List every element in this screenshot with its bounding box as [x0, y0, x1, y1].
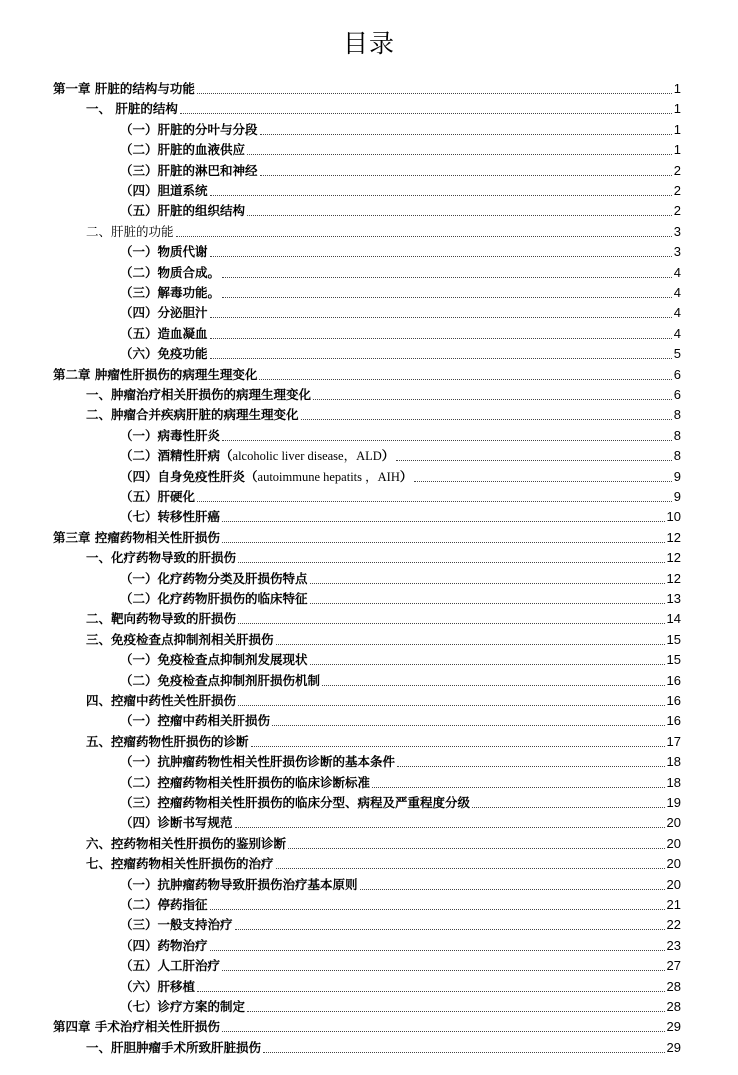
dot-leader [260, 133, 672, 135]
toc-entry-page-number: 5 [673, 346, 681, 362]
toc-entry-title: （一）肝脏的分叶与分段 [120, 121, 258, 137]
toc-entry[interactable] [86, 730, 681, 750]
toc-entry-title: （四）诊断书写规范 [120, 815, 233, 831]
toc-entry[interactable] [120, 240, 681, 260]
dot-leader [260, 174, 672, 176]
toc-entry-page-number: 28 [666, 978, 681, 994]
dot-leader [472, 806, 665, 808]
toc-entry-page-number: 1 [673, 81, 681, 96]
toc-entry-page-number: 1 [673, 121, 681, 137]
toc-entry-page-number: 12 [666, 550, 681, 566]
toc-entry[interactable] [120, 873, 681, 893]
dot-leader [288, 847, 665, 849]
toc-entry-title: （四）药物治疗 [120, 937, 208, 953]
toc-entry[interactable] [120, 322, 681, 342]
toc-entry-title: （一）化疗药物分类及肝损伤特点 [120, 570, 308, 586]
toc-entry-page-number: 3 [673, 244, 681, 260]
toc-entry-page-number: 18 [666, 774, 681, 790]
toc-entry-page-number: 12 [666, 570, 681, 586]
toc-entry-title: （三）解毒功能。 [120, 285, 221, 300]
toc-entry[interactable] [120, 199, 681, 219]
toc-entry-page-number: 8 [673, 407, 681, 423]
toc-entry[interactable] [86, 689, 681, 709]
toc-entry-page-number: 1 [673, 101, 681, 117]
dot-leader [276, 643, 665, 645]
dot-leader [263, 1051, 665, 1053]
toc-entry-title: （一）病毒性肝炎 [120, 427, 221, 443]
dot-leader [176, 235, 672, 237]
toc-entry-title: 第四章 手术治疗相关性肝损伤 [53, 1019, 220, 1035]
toc-entry-page-number: 6 [673, 387, 681, 402]
toc-entry[interactable] [120, 424, 681, 444]
toc-entry-page-number: 16 [666, 713, 681, 729]
toc-entry-title: （六）肝移植 [120, 978, 196, 994]
toc-entry-page-number: 4 [673, 285, 681, 300]
toc-entry[interactable] [120, 465, 681, 485]
dot-leader [414, 480, 671, 482]
dot-leader [197, 92, 672, 94]
toc-entry-title: （七）转移性肝癌 [120, 509, 221, 525]
toc-entry[interactable] [120, 771, 681, 791]
dot-leader [397, 765, 665, 767]
toc-entry[interactable] [120, 648, 681, 668]
dot-leader [210, 357, 672, 359]
dot-leader [222, 296, 672, 298]
toc-entry-title: （二）物质合成。 [120, 264, 221, 280]
toc-entry-page-number: 2 [673, 203, 681, 219]
toc-entry-title: 二、肝脏的功能 [86, 223, 174, 239]
toc-entry-page-number: 13 [666, 591, 681, 606]
toc-entry-page-number: 12 [666, 529, 681, 545]
toc-entry[interactable] [86, 607, 681, 627]
dot-leader [222, 1030, 665, 1032]
toc-entry-page-number: 17 [666, 733, 681, 749]
toc-entry[interactable] [86, 546, 681, 566]
toc-entry-page-number: 1 [673, 142, 681, 158]
toc-entry-title: （五）肝硬化 [120, 489, 196, 504]
toc-entry-page-number: 4 [673, 305, 681, 321]
toc-entry-page-number: 29 [666, 1039, 681, 1055]
toc-entry[interactable] [86, 852, 681, 872]
toc-entry-page-number: 10 [666, 509, 681, 525]
toc-entry[interactable] [86, 220, 681, 240]
toc-entry-title: （二）停药指征 [120, 897, 208, 912]
dot-leader [197, 500, 672, 502]
toc-entry-title: （一）抗肿瘤药物导致肝损伤治疗基本原则 [120, 876, 358, 892]
toc-entry-page-number: 4 [673, 264, 681, 280]
toc-entry-page-number: 20 [666, 835, 681, 851]
toc-entry-title: （五）人工肝治疗 [120, 958, 221, 974]
toc-entry-page-number: 20 [666, 856, 681, 872]
toc-entry-page-number: 8 [673, 448, 681, 464]
toc-entry[interactable] [86, 97, 681, 117]
toc-entry-title: 一、肝胆肿瘤手术所致肝脏损伤 [86, 1039, 262, 1055]
dot-leader [180, 112, 672, 114]
toc-entry[interactable] [86, 832, 681, 852]
toc-entry[interactable] [120, 669, 681, 689]
toc-entry[interactable] [120, 179, 681, 199]
toc-entry-page-number: 27 [666, 958, 681, 974]
dot-leader [259, 378, 671, 380]
dot-leader [210, 337, 672, 339]
dot-leader [247, 153, 672, 155]
toc-entry[interactable] [120, 342, 681, 362]
toc-entry-page-number: 9 [673, 489, 681, 504]
toc-entry-page-number: 9 [673, 468, 681, 484]
toc-entry[interactable] [120, 954, 681, 974]
toc-entry[interactable] [120, 301, 681, 321]
toc-entry-page-number: 6 [673, 366, 681, 382]
dot-leader [238, 704, 665, 706]
dot-leader [310, 663, 665, 665]
toc-entry-title: （二）酒精性肝病（alcoholic liver disease，ALD） [120, 448, 395, 464]
toc-entry-title: （二）化疗药物肝损伤的临床特征 [120, 591, 308, 606]
dot-leader [238, 561, 665, 563]
dot-leader [313, 398, 672, 400]
toc-entry[interactable] [120, 811, 681, 831]
dot-leader [251, 745, 665, 747]
toc-entry-title: （七）诊疗方案的制定 [120, 999, 246, 1014]
toc-entry-page-number: 14 [666, 611, 681, 627]
dot-leader [210, 194, 672, 196]
toc-entry-title: 四、控瘤中药性关性肝损伤 [86, 693, 237, 708]
toc-entry-title: 一、肿瘤治疗相关肝损伤的病理生理变化 [86, 387, 312, 402]
toc-entry-title: （四）胆道系统 [120, 183, 208, 198]
toc-entry[interactable] [120, 444, 681, 464]
toc-entry-page-number: 8 [673, 427, 681, 443]
toc-entry-page-number: 21 [666, 897, 681, 912]
toc-entry[interactable] [86, 1036, 681, 1056]
toc-entry[interactable] [120, 261, 681, 281]
dot-leader [222, 439, 672, 441]
toc-entry-title: 二、肿瘤合并疾病肝脏的病理生理变化 [86, 407, 299, 423]
toc-entry-title: （五）肝脏的组织结构 [120, 203, 246, 219]
toc-entry[interactable] [120, 281, 681, 301]
toc-entry-title: 六、控药物相关性肝损伤的鉴别诊断 [86, 835, 287, 851]
toc-entry-title: 第一章 肝脏的结构与功能 [53, 81, 195, 96]
toc-entry[interactable] [120, 934, 681, 954]
toc-entry[interactable] [120, 975, 681, 995]
dot-leader [235, 928, 665, 930]
dot-leader [210, 908, 665, 910]
toc-entry-page-number: 18 [666, 754, 681, 770]
dot-leader [372, 786, 665, 788]
toc-entry-title: 第二章 肿瘤性肝损伤的病理生理变化 [53, 366, 258, 382]
toc-entry-title: （二）免疫检查点抑制剂肝损伤机制 [120, 672, 321, 688]
toc-entry[interactable] [120, 791, 681, 811]
dot-leader [272, 724, 665, 726]
toc-entry[interactable] [120, 485, 681, 505]
toc-entry-title: 一、 肝脏的结构 [86, 101, 178, 117]
dot-leader [222, 541, 665, 543]
toc-entry[interactable] [120, 118, 681, 138]
toc-entry[interactable] [120, 505, 681, 525]
toc-entry-title: 三、免疫检查点抑制剂相关肝损伤 [86, 631, 274, 647]
dot-leader [210, 316, 672, 318]
toc-entry-page-number: 29 [666, 1019, 681, 1035]
toc-entry-title: （三）肝脏的淋巴和神经 [120, 162, 258, 178]
dot-leader [197, 990, 665, 992]
toc-entry[interactable] [53, 1015, 681, 1035]
toc-entry[interactable] [120, 567, 681, 587]
dot-leader [222, 520, 665, 522]
toc-entry[interactable] [53, 77, 681, 97]
dot-leader [235, 826, 665, 828]
dot-leader [276, 867, 665, 869]
dot-leader [247, 214, 672, 216]
toc-entry[interactable] [120, 913, 681, 933]
toc-entry-title: 七、控瘤药物相关性肝损伤的治疗 [86, 856, 274, 872]
toc-entry-page-number: 3 [673, 223, 681, 239]
toc-entry[interactable] [120, 893, 681, 913]
toc-entry-title: （五）造血凝血 [120, 325, 208, 341]
toc-entry-title: 一、化疗药物导致的肝损伤 [86, 550, 237, 566]
toc-entry-page-number: 23 [666, 937, 681, 953]
toc-entry-page-number: 20 [666, 876, 681, 892]
dot-leader [360, 888, 665, 890]
toc-entry-title: （六）免疫功能 [120, 346, 208, 362]
toc-entry-page-number: 15 [666, 652, 681, 668]
dot-leader [222, 969, 665, 971]
toc-entry[interactable] [120, 138, 681, 158]
dot-leader [210, 949, 665, 951]
toc-entry-title: （二）控瘤药物相关性肝损伤的临床诊断标准 [120, 774, 371, 790]
dot-leader [238, 622, 665, 624]
toc-entry[interactable] [120, 709, 681, 729]
toc-entry[interactable] [120, 159, 681, 179]
toc-entry[interactable] [53, 526, 681, 546]
dot-leader [310, 582, 665, 584]
toc-entry-title: （四）分泌胆汁 [120, 305, 208, 321]
toc-entry-title: （三）控瘤药物相关性肝损伤的临床分型、病程及严重程度分级 [120, 795, 471, 810]
toc-entry[interactable] [53, 363, 681, 383]
toc-entry-page-number: 20 [666, 815, 681, 831]
page-title: 目录 [342, 29, 395, 58]
toc-entry-title: （二）肝脏的血液供应 [120, 142, 246, 158]
toc-entry-title: （一）控瘤中药相关肝损伤 [120, 713, 271, 729]
toc-entry-title: （三）一般支持治疗 [120, 917, 233, 933]
toc-entry-page-number: 4 [673, 325, 681, 341]
toc-entry-title: 第三章 控瘤药物相关性肝损伤 [53, 529, 220, 545]
toc-entry-title: 二、靶向药物导致的肝损伤 [86, 611, 237, 627]
dot-leader [247, 1010, 665, 1012]
dot-leader [396, 459, 671, 461]
toc-entry-page-number: 19 [666, 795, 681, 810]
toc-entry-page-number: 2 [673, 183, 681, 198]
toc-entry-page-number: 2 [673, 162, 681, 178]
toc-entry[interactable] [86, 403, 681, 423]
toc-entry-page-number: 16 [666, 693, 681, 708]
toc-entry-page-number: 28 [666, 999, 681, 1014]
toc-entry-title: （一）物质代谢 [120, 244, 208, 260]
dot-leader [322, 684, 665, 686]
dot-leader [210, 255, 672, 257]
toc-entry-title: 五、控瘤药物性肝损伤的诊断 [86, 733, 249, 749]
toc-entry-page-number: 15 [666, 631, 681, 647]
toc-entry-title: （四）自身免疫性肝炎（autoimmune hepatits ，AIH） [120, 468, 413, 484]
dot-leader [310, 602, 665, 604]
toc-entry-title: （一）抗肿瘤药物性相关性肝损伤诊断的基本条件 [120, 754, 396, 770]
toc-entry[interactable] [120, 587, 681, 607]
dot-leader [222, 276, 672, 278]
toc-entry[interactable] [86, 628, 681, 648]
dot-leader [301, 418, 672, 420]
toc-entry[interactable] [120, 995, 681, 1015]
toc-entry-page-number: 16 [666, 672, 681, 688]
toc-entry[interactable] [86, 383, 681, 403]
toc-entry-title: （一）免疫检查点抑制剂发展现状 [120, 652, 308, 668]
toc-entry-page-number: 22 [666, 917, 681, 933]
toc-entry[interactable] [120, 750, 681, 770]
